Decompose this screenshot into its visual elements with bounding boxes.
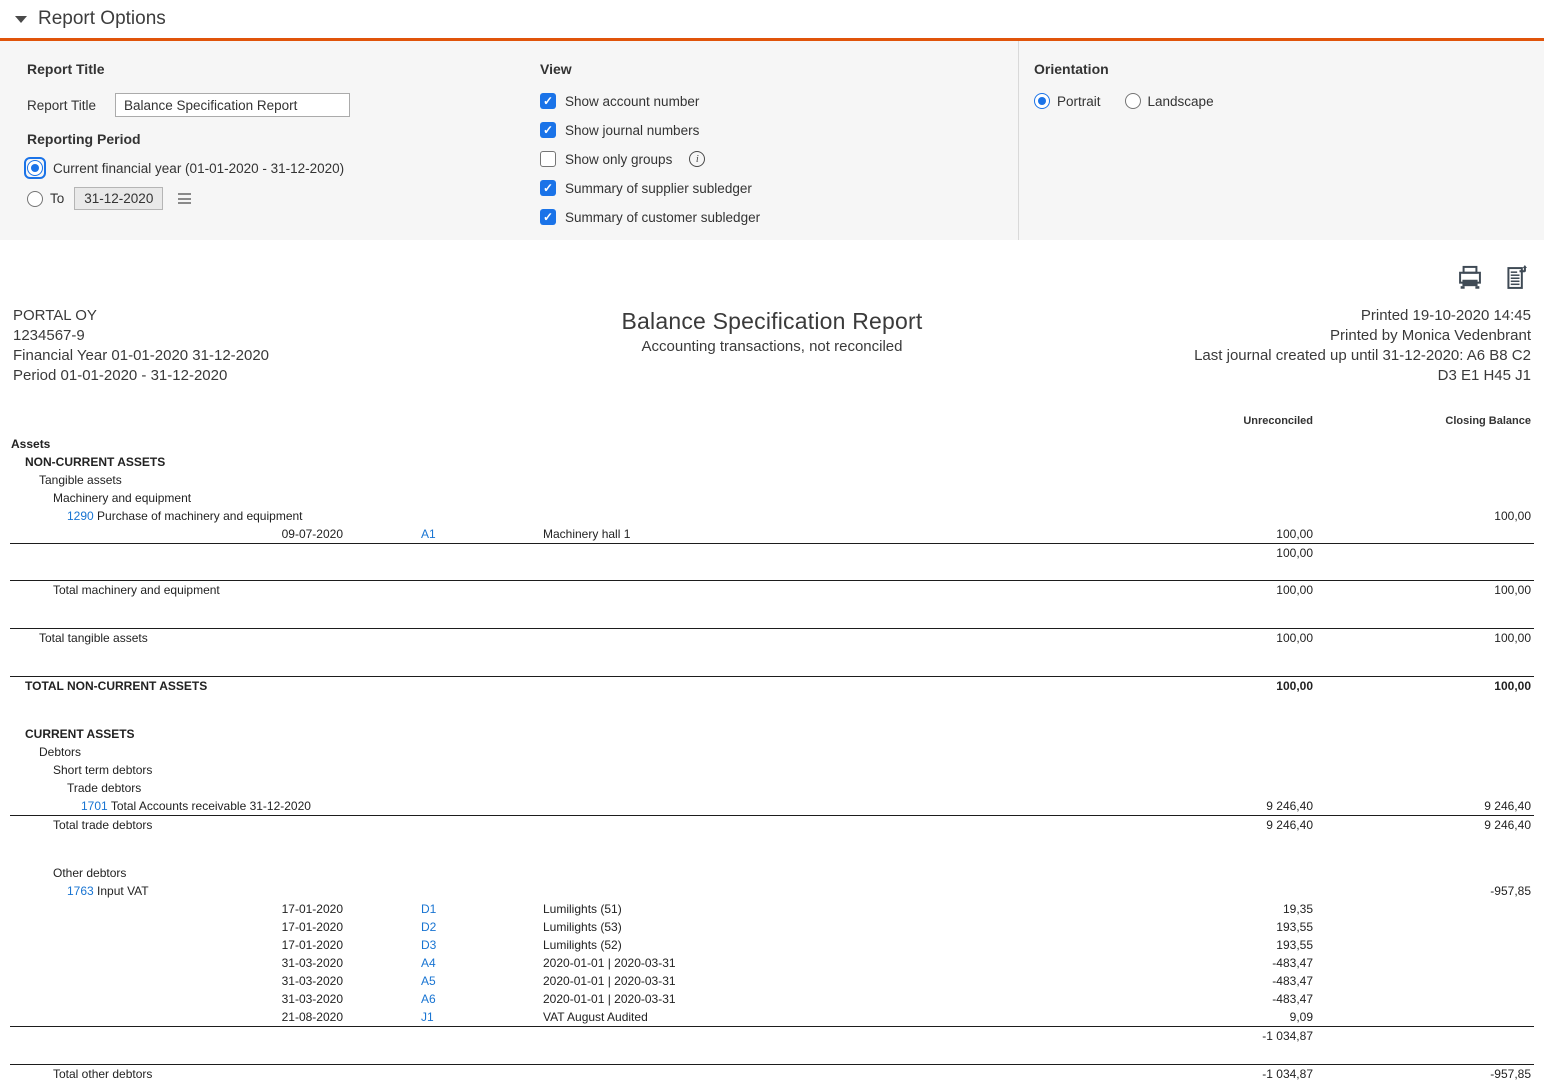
unreconciled-value: 193,55: [1276, 938, 1313, 952]
table-row: [10, 882, 1534, 900]
row-label-cell: [10, 884, 1143, 898]
document-toolbar: [0, 264, 1544, 294]
report-title-column: [0, 41, 530, 240]
orientation-heading: Orientation: [1034, 61, 1109, 77]
closing-balance-value: 9 246,40: [1484, 799, 1531, 813]
view-checkbox-list: [540, 93, 1018, 225]
table-spacer: [10, 647, 1534, 676]
period-option-to-date[interactable]: [27, 187, 530, 210]
row-label-cell: [10, 818, 1143, 832]
checkbox-label: Show account number: [565, 93, 700, 109]
journal-link[interactable]: A6: [421, 992, 436, 1006]
row-label-cell: [10, 745, 1143, 759]
row-label: Tangible assets: [39, 473, 122, 487]
unreconciled-value: 9,09: [1289, 1010, 1313, 1024]
checkbox-label: Show journal numbers: [565, 122, 700, 138]
tx-date: 17-01-2020: [281, 920, 343, 934]
table-spacer: [10, 599, 1534, 628]
account-label: Total Accounts receivable 31-12-2020: [110, 799, 311, 813]
checkbox-unchecked[interactable]: [540, 151, 556, 167]
company-info: [13, 306, 622, 386]
unreconciled-column-header: Unreconciled: [1243, 415, 1313, 427]
row-label-cell: [10, 491, 1143, 505]
journal-link[interactable]: D1: [421, 902, 437, 916]
table-spacer: [10, 562, 1534, 580]
view-checkbox-row[interactable]: [540, 93, 1018, 109]
orientation-label: Portrait: [1057, 93, 1101, 109]
view-checkbox-row[interactable]: [540, 209, 1018, 225]
row-label-cell: [10, 799, 1143, 813]
period-option-current-financial-year[interactable]: [27, 160, 530, 176]
radio-landscape[interactable]: [1125, 93, 1141, 109]
unreconciled-value: 100,00: [1276, 631, 1313, 645]
table-row: [10, 629, 1534, 647]
caret-down-icon[interactable]: [15, 16, 27, 23]
unreconciled-value: 193,55: [1276, 920, 1313, 934]
row-label: Total tangible assets: [39, 631, 148, 645]
info-icon[interactable]: i: [689, 151, 705, 167]
report-title: Balance Specification Report: [621, 308, 923, 334]
table-row: [10, 453, 1534, 471]
tx-date: 17-01-2020: [281, 938, 343, 952]
tx-description: 2020-01-01 | 2020-03-31: [543, 974, 676, 988]
unreconciled-value: 100,00: [1276, 583, 1313, 597]
table-row: [10, 816, 1534, 834]
company-name: PORTAL OY: [13, 307, 97, 324]
row-label: Assets: [11, 437, 51, 451]
view-checkbox-row[interactable]: [540, 180, 1018, 196]
unreconciled-value: 100,00: [1276, 679, 1313, 693]
closing-balance-value: 9 246,40: [1484, 818, 1531, 832]
table-row: [10, 677, 1534, 695]
account-number-link[interactable]: 1290: [67, 509, 94, 523]
table-spacer: [10, 834, 1534, 864]
row-label-cell: [10, 473, 1143, 487]
row-label: Other debtors: [53, 866, 127, 880]
period-option-label: To: [50, 191, 65, 206]
row-label: CURRENT ASSETS: [25, 727, 135, 741]
table-row: [10, 954, 1534, 972]
table-row: [10, 471, 1534, 489]
row-label-cell: [10, 727, 1143, 741]
table-row: [10, 797, 1534, 815]
tx-description: Lumilights (52): [543, 938, 622, 952]
table-spacer: [10, 1045, 1534, 1064]
report-subtitle: Accounting transactions, not reconciled: [641, 338, 903, 355]
tx-date: 31-03-2020: [281, 974, 343, 988]
checkbox-checked[interactable]: ✓: [540, 93, 556, 109]
checkbox-checked[interactable]: ✓: [540, 209, 556, 225]
row-label: Trade debtors: [67, 781, 142, 795]
checkbox-label: Summary of customer subledger: [565, 209, 761, 225]
tx-description: 2020-01-01 | 2020-03-31: [543, 992, 676, 1006]
last-journal-info-cont: D3 E1 H45 J1: [1437, 367, 1531, 384]
unreconciled-value: 100,00: [1276, 527, 1313, 541]
table-row: [10, 864, 1534, 882]
table-row: [10, 489, 1534, 507]
table-row: [10, 1065, 1534, 1081]
row-label-cell: [10, 509, 1143, 523]
closing-balance-value: -957,85: [1490, 884, 1531, 898]
unreconciled-value: 9 246,40: [1266, 799, 1313, 813]
journal-link[interactable]: D2: [421, 920, 437, 934]
row-label: Total trade debtors: [53, 818, 153, 832]
tx-date: 31-03-2020: [281, 956, 343, 970]
tx-date: 09-07-2020: [281, 527, 343, 541]
unreconciled-value: -483,47: [1272, 992, 1313, 1006]
print-icon[interactable]: [1456, 264, 1484, 292]
table-spacer: [10, 695, 1534, 725]
printed-by: Printed by Monica Vedenbrant: [1330, 327, 1531, 344]
account-number-link[interactable]: 1701: [81, 799, 108, 813]
row-label-cell: [10, 455, 1143, 469]
table-row: [10, 900, 1534, 918]
radio-portrait[interactable]: [1034, 93, 1050, 109]
table-row: [10, 544, 1534, 562]
view-heading: View: [540, 61, 572, 77]
radio-to-date[interactable]: [27, 191, 43, 207]
unreconciled-value: -483,47: [1272, 956, 1313, 970]
table-row: [10, 435, 1534, 453]
view-column: [530, 41, 1018, 240]
closing-balance-value: 100,00: [1494, 631, 1531, 645]
row-label-cell: [10, 866, 1143, 880]
row-label-cell: [10, 1067, 1143, 1081]
row-label: Total other debtors: [53, 1067, 153, 1081]
unreconciled-value: -1 034,87: [1262, 1029, 1313, 1043]
report-header: [0, 306, 1544, 386]
tx-date: 17-01-2020: [281, 902, 343, 916]
printed-timestamp: Printed 19-10-2020 14:45: [1360, 307, 1531, 324]
row-label-cell: [10, 437, 1143, 451]
table-row: [10, 972, 1534, 990]
table-row: [10, 725, 1534, 743]
tx-description: Lumilights (51): [543, 902, 622, 916]
row-label-cell: [10, 631, 1143, 645]
table-row: [10, 1008, 1534, 1026]
table-column-headers: [10, 412, 1534, 430]
unreconciled-value: 19,35: [1282, 902, 1313, 916]
row-label: Debtors: [39, 745, 82, 759]
checkbox-label: Show only groups: [565, 151, 673, 167]
journal-link[interactable]: A5: [421, 974, 436, 988]
checkbox-checked[interactable]: ✓: [540, 180, 556, 196]
unreconciled-value: -1 034,87: [1262, 1067, 1313, 1081]
checkbox-checked[interactable]: ✓: [540, 122, 556, 138]
table-row: [10, 1027, 1534, 1045]
account-label: Input VAT: [97, 884, 149, 898]
orientation-option-landscape[interactable]: [1125, 93, 1214, 109]
row-label-cell: [10, 679, 1143, 693]
report-options-panel: [0, 41, 1544, 240]
date-list-icon[interactable]: [178, 193, 191, 204]
row-label: NON-CURRENT ASSETS: [25, 455, 166, 469]
table-row: [10, 743, 1534, 761]
row-label: Short term debtors: [53, 763, 153, 777]
orientation-label: Landscape: [1147, 93, 1214, 109]
report-options-header: [0, 0, 1544, 41]
print-info: [922, 306, 1531, 386]
row-label-cell: [10, 781, 1143, 795]
table-row: [10, 581, 1534, 599]
reporting-period-heading: Reporting Period: [27, 131, 141, 147]
table-row: [10, 525, 1534, 543]
checkbox-label: Summary of supplier subledger: [565, 180, 752, 196]
orientation-option-portrait[interactable]: [1034, 93, 1101, 109]
section-title: Report Options: [38, 8, 166, 29]
tx-description: VAT August Audited: [543, 1010, 648, 1024]
row-label: Total machinery and equipment: [53, 583, 220, 597]
row-label: TOTAL NON-CURRENT ASSETS: [25, 679, 208, 693]
unreconciled-value: -483,47: [1272, 974, 1313, 988]
unreconciled-value: 9 246,40: [1266, 818, 1313, 832]
tx-description: 2020-01-01 | 2020-03-31: [543, 956, 676, 970]
business-id: 1234567-9: [13, 327, 85, 344]
view-checkbox-row[interactable]: [540, 122, 1018, 138]
orientation-column: [1018, 41, 1544, 240]
journal-link[interactable]: A1: [421, 527, 436, 541]
report-title-heading: Report Title: [27, 61, 105, 77]
closing-balance-value: 100,00: [1494, 583, 1531, 597]
closing-balance-column-header: Closing Balance: [1445, 415, 1531, 427]
table-row: [10, 779, 1534, 797]
closing-balance-value: 100,00: [1494, 509, 1531, 523]
account-number-link[interactable]: 1763: [67, 884, 94, 898]
row-label-cell: [10, 583, 1143, 597]
closing-balance-value: -957,85: [1490, 1067, 1531, 1081]
tx-date: 21-08-2020: [281, 1010, 343, 1024]
table-row: [10, 936, 1534, 954]
radio-focus-ring: [24, 157, 46, 179]
tx-description: Machinery hall 1: [543, 527, 631, 541]
orientation-options: [1034, 93, 1544, 109]
row-label: Machinery and equipment: [53, 491, 192, 505]
tx-date: 31-03-2020: [281, 992, 343, 1006]
closing-balance-value: 100,00: [1494, 679, 1531, 693]
account-label: Purchase of machinery and equipment: [97, 509, 303, 523]
journal-link[interactable]: A4: [421, 956, 436, 970]
table-row: [10, 761, 1534, 779]
view-checkbox-row[interactable]: [540, 151, 1018, 167]
table-row: [10, 507, 1534, 525]
report-title-label: Report Title: [27, 97, 97, 113]
period-option-label: Current financial year (01-01-2020 - 31-12-2020): [53, 160, 345, 176]
radio-current-financial-year[interactable]: [27, 160, 43, 176]
row-label-cell: [10, 763, 1143, 777]
journal-link[interactable]: D3: [421, 938, 437, 952]
tx-description: Lumilights (53): [543, 920, 622, 934]
unreconciled-value: 100,00: [1276, 546, 1313, 560]
last-journal-info: Last journal created up until 31-12-2020: A6 B8 C2: [1194, 347, 1531, 364]
financial-year: Financial Year 01-01-2020 31-12-2020: [13, 347, 270, 364]
period: Period 01-01-2020 - 31-12-2020: [13, 367, 228, 384]
report-table: [0, 412, 1544, 1081]
table-body: [10, 435, 1534, 1081]
table-row: [10, 918, 1534, 936]
table-row: [10, 990, 1534, 1008]
report-title-input[interactable]: [115, 93, 350, 117]
journal-link[interactable]: J1: [421, 1010, 434, 1024]
to-date-field[interactable]: 31-12-2020: [74, 187, 163, 210]
export-report-icon[interactable]: [1502, 264, 1530, 292]
